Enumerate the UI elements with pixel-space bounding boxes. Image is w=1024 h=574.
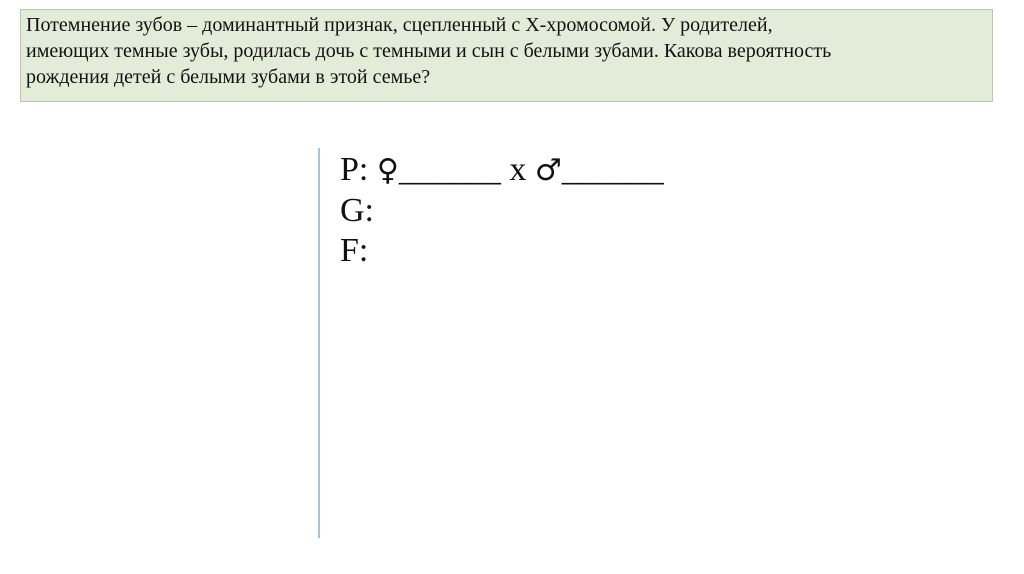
task-line-2: имеющих темные зубы, родилась дочь с темными и сын с белыми зубами. Какова вероятность — [26, 40, 832, 62]
genetics-scheme — [340, 150, 664, 271]
task-line-3: рождения детей с белыми зубами в этой семье? — [26, 66, 431, 88]
female-icon: ♀ — [376, 153, 399, 188]
cross-sign: х — [500, 151, 535, 188]
gametes-label: G: — [340, 192, 374, 229]
vertical-divider — [318, 148, 320, 538]
task-text — [26, 12, 994, 90]
task-line-1: Потемнение зубов – доминантный признак, сцепленный с Х-хромосомой. У родителей, — [26, 14, 773, 36]
parents-label: P: — [340, 151, 377, 188]
female-genotype-blank: ______ — [398, 151, 501, 188]
parents-line — [340, 150, 664, 191]
male-icon: ♂ — [534, 153, 562, 188]
offspring-label: F: — [340, 232, 369, 269]
male-genotype-blank: ______ — [561, 151, 664, 188]
